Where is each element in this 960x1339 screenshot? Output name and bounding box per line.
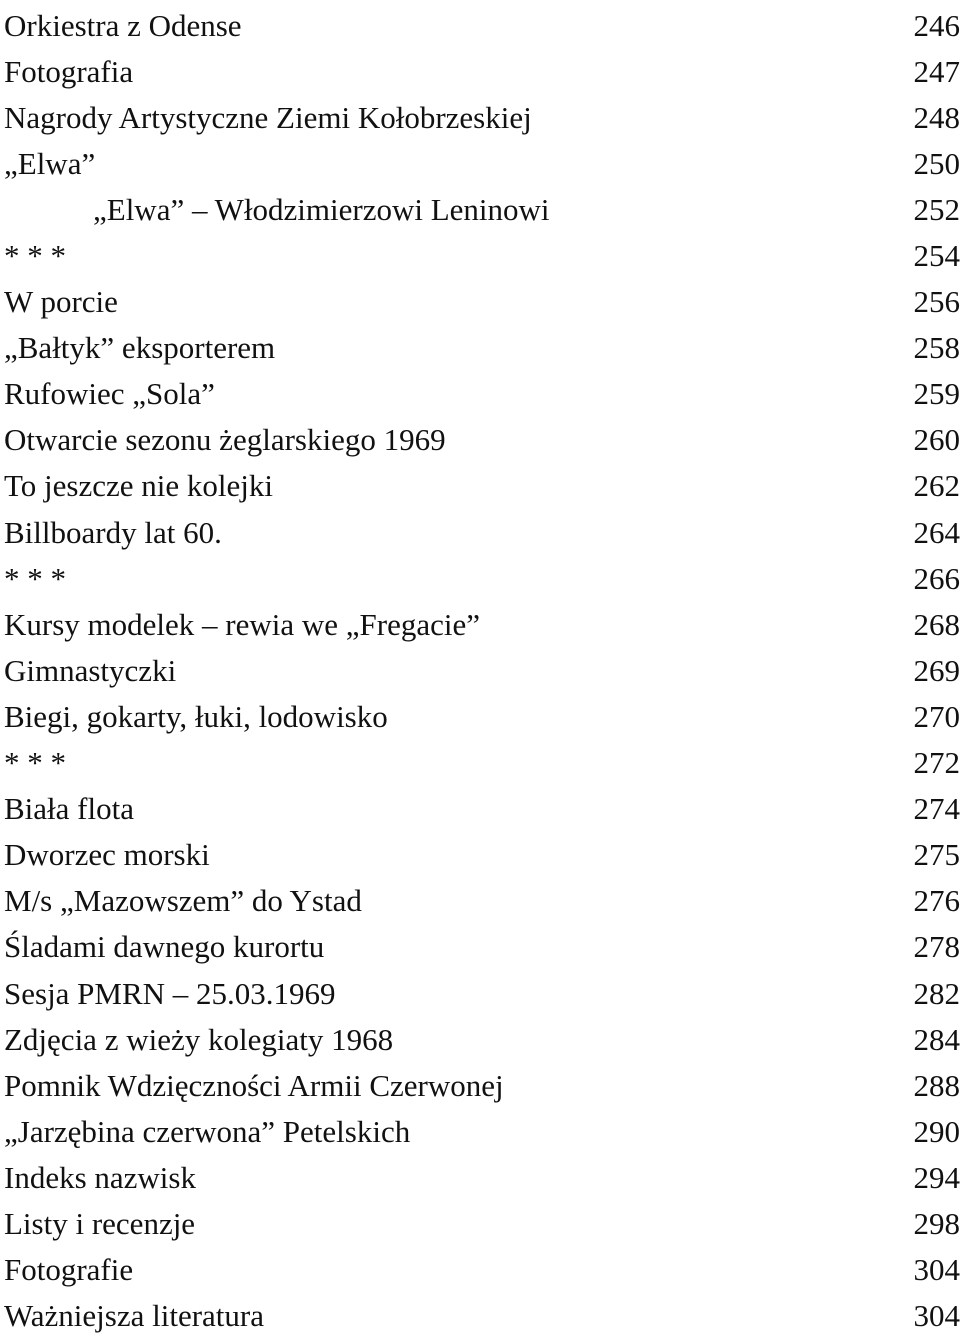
toc-entry-title: Biegi, gokarty, łuki, lodowisko (4, 698, 388, 734)
toc-entry-page: 246 (913, 7, 960, 43)
toc-entry (0, 509, 960, 555)
toc-entry-page: 278 (913, 929, 960, 965)
toc-entry (0, 647, 960, 693)
toc-entry (0, 832, 960, 878)
toc-entry-title: Otwarcie sezonu żeglarskiego 1969 (4, 422, 446, 458)
toc-entry (0, 1154, 960, 1200)
toc-entry-title: W porcie (4, 284, 118, 320)
toc-entry-page: 260 (913, 422, 960, 458)
toc-entry-page: 290 (913, 1113, 960, 1149)
toc-entry (0, 232, 960, 278)
toc-entry-title: * * * (4, 745, 66, 781)
toc-entry-title: To jeszcze nie kolejki (4, 468, 273, 504)
toc-entry-page: 256 (913, 284, 960, 320)
toc-entry-page: 247 (913, 53, 960, 89)
toc-entry-title: Billboardy lat 60. (4, 514, 222, 550)
toc-entry-page: 262 (913, 468, 960, 504)
toc-entry-title: * * * (4, 238, 66, 274)
toc-entry (0, 555, 960, 601)
toc-entry-page: 276 (913, 883, 960, 919)
toc-entry-title: M/s „Mazowszem” do Ystad (4, 883, 362, 919)
toc-entry-title: „Bałtyk” eksporterem (4, 330, 276, 366)
toc-entry-title: Rufowiec „Sola” (4, 376, 215, 412)
toc-entry-title: Nagrody Artystyczne Ziemi Kołobrzeskiej (4, 99, 532, 135)
toc-entry-title: Pomnik Wdzięczności Armii Czerwonej (4, 1067, 504, 1103)
toc-entry (0, 601, 960, 647)
toc-entry-page: 254 (913, 238, 960, 274)
toc-entry (0, 786, 960, 832)
toc-entry-title: „Jarzębina czerwona” Petelskich (4, 1113, 411, 1149)
toc-entry-page: 264 (913, 514, 960, 550)
toc-entry (0, 463, 960, 509)
toc-entry (0, 878, 960, 924)
toc-entry-page: 282 (913, 975, 960, 1011)
toc-entry-title: „Elwa” – Włodzimierzowi Leninowi (93, 191, 550, 227)
toc-entry-title: Śladami dawnego kurortu (4, 929, 325, 965)
toc-entry (0, 970, 960, 1016)
toc-entry-title: Dworzec morski (4, 837, 210, 873)
toc-entry (0, 1247, 960, 1293)
toc-entry-title: Kursy modelek – rewia we „Fregacie” (4, 606, 480, 642)
toc-entry-page: 252 (913, 191, 960, 227)
toc-entry-page: 272 (913, 745, 960, 781)
toc-entry-page: 304 (913, 1298, 960, 1334)
toc-entry (0, 924, 960, 970)
toc-entry (0, 1062, 960, 1108)
toc-entry (0, 417, 960, 463)
toc-entry-page: 275 (913, 837, 960, 873)
toc-entry-title: Indeks nazwisk (4, 1159, 196, 1195)
toc-entry (0, 279, 960, 325)
toc-entry-page: 266 (913, 560, 960, 596)
toc-entry-title: „Elwa” (4, 145, 96, 181)
toc-entry-page: 268 (913, 606, 960, 642)
toc-entry-title: * * * (4, 560, 66, 596)
toc-entry-page: 294 (913, 1159, 960, 1195)
toc-entry-page: 284 (913, 1021, 960, 1057)
toc-entry-page: 269 (913, 652, 960, 688)
toc-entry-page: 259 (913, 376, 960, 412)
toc-entry (0, 1108, 960, 1154)
toc-entry-page: 274 (913, 791, 960, 827)
toc-entry-page: 304 (913, 1252, 960, 1288)
toc-entry (0, 94, 960, 140)
toc-entry-title: Orkiestra z Odense (4, 7, 242, 43)
toc-entry-page: 258 (913, 330, 960, 366)
toc-entry-title: Biała flota (4, 791, 134, 827)
toc-entry-page: 288 (913, 1067, 960, 1103)
toc-entry-title: Ważniejsza literatura (4, 1298, 264, 1334)
toc-entry (0, 1293, 960, 1339)
toc-entry-title: Listy i recenzje (4, 1205, 196, 1241)
toc-entry-title: Zdjęcia z wieży kolegiaty 1968 (4, 1021, 394, 1057)
toc-entry (0, 325, 960, 371)
toc-entry-title: Gimnastyczki (4, 652, 177, 688)
toc-entry-page: 270 (913, 698, 960, 734)
toc-entry (0, 693, 960, 739)
toc-entry (0, 371, 960, 417)
toc-entry (0, 2, 960, 48)
toc-entry-page: 298 (913, 1205, 960, 1241)
toc-entry (0, 48, 960, 94)
toc-entry (0, 1200, 960, 1246)
toc-entry-page: 248 (913, 99, 960, 135)
toc-entry-page: 250 (913, 145, 960, 181)
toc-entry (0, 1016, 960, 1062)
toc-entry-title: Fotografie (4, 1252, 134, 1288)
toc-entry (0, 140, 960, 186)
toc-entry-title: Sesja PMRN – 25.03.1969 (4, 975, 336, 1011)
toc-entry (0, 186, 960, 232)
toc-entry-title: Fotografia (4, 53, 134, 89)
toc-entry (0, 740, 960, 786)
